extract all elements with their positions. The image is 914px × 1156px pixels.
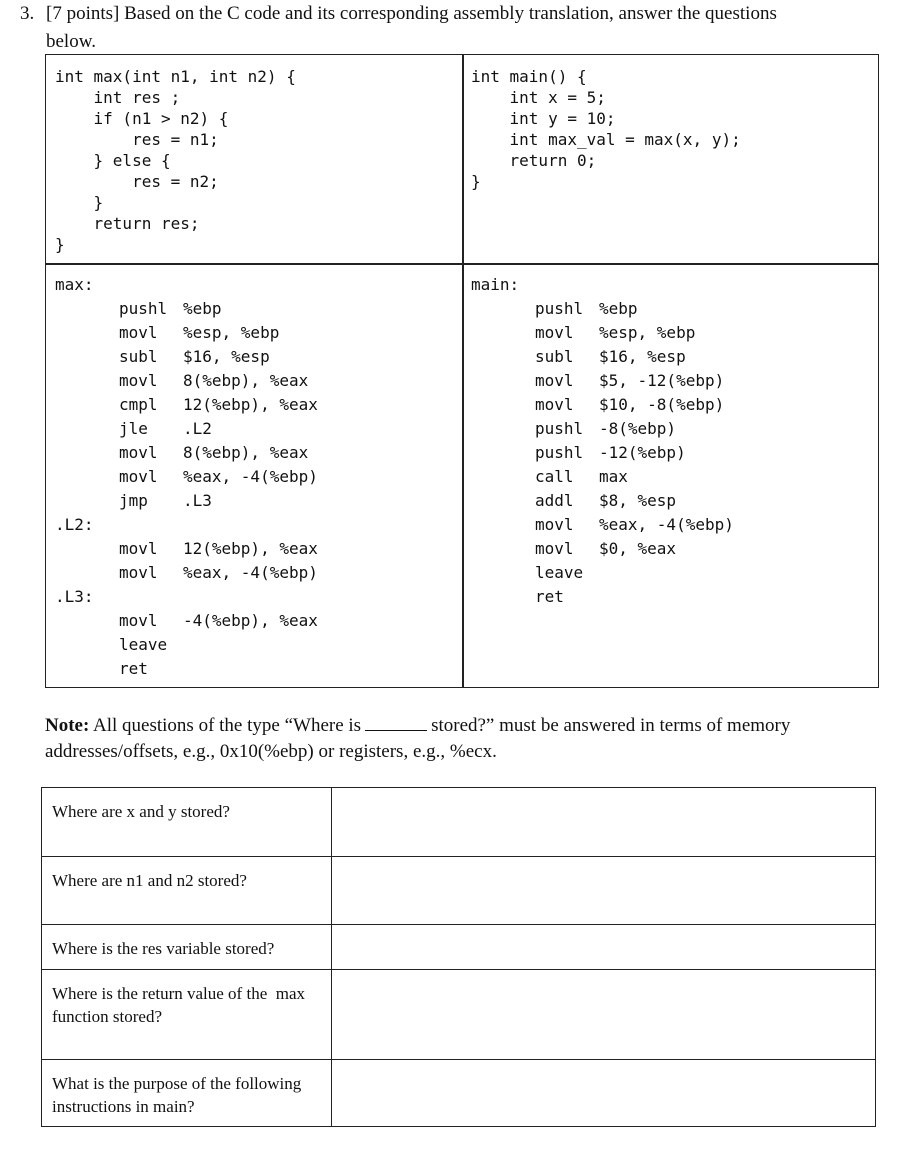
question-cell: Where are n1 and n2 stored? bbox=[42, 857, 332, 925]
asm-operands: 8(%ebp), %eax bbox=[183, 443, 309, 462]
asm-opcode: subl bbox=[535, 347, 574, 366]
asm-opcode: movl bbox=[119, 371, 158, 390]
asm-opcode: jle bbox=[119, 419, 148, 438]
asm-operands: %eax, -4(%ebp) bbox=[183, 467, 318, 486]
asm-operands: %ebp bbox=[183, 299, 222, 318]
question-cell: Where is the return value of the max function stored? bbox=[42, 970, 332, 1060]
asm-opcode: movl bbox=[119, 467, 158, 486]
asm-opcode: leave bbox=[535, 563, 584, 582]
asm-operands: 12(%ebp), %eax bbox=[183, 539, 318, 558]
code-grid bbox=[45, 54, 879, 688]
note-blank-line bbox=[365, 714, 427, 731]
asm-operands: $0, %eax bbox=[599, 539, 677, 558]
grid-horizontal-divider bbox=[46, 263, 878, 265]
asm-operands: %eax, -4(%ebp) bbox=[183, 563, 318, 582]
asm-opcode: pushl bbox=[535, 443, 584, 462]
asm-opcode: call bbox=[535, 467, 574, 486]
answer-cell[interactable] bbox=[331, 788, 875, 857]
asm-main-listing bbox=[471, 273, 871, 613]
asm-operands: $8, %esp bbox=[599, 491, 677, 510]
note-line-2: addresses/offsets, e.g., 0x10(%ebp) or registers, e.g., %ecx. bbox=[45, 741, 497, 762]
answer-cell[interactable] bbox=[331, 925, 875, 970]
asm-opcode: movl bbox=[535, 539, 574, 558]
asm-operands: $5, -12(%ebp) bbox=[599, 371, 725, 390]
answer-table bbox=[41, 787, 876, 1127]
question-cell: Where is the res variable stored? bbox=[42, 925, 332, 970]
note bbox=[45, 713, 885, 765]
c-code-main: int main() { int x = 5; int y = 10; int max_val = max(x, y); return 0; } bbox=[471, 67, 741, 191]
asm-opcode: cmpl bbox=[119, 395, 158, 414]
asm-opcode: ret bbox=[119, 659, 148, 678]
note-line-1 bbox=[45, 713, 885, 739]
asm-opcode: leave bbox=[119, 635, 168, 654]
asm-opcode: movl bbox=[535, 323, 574, 342]
asm-operands: .L3 bbox=[183, 491, 212, 510]
asm-opcode: movl bbox=[119, 611, 158, 630]
asm-operands: $16, %esp bbox=[183, 347, 270, 366]
asm-operands: max bbox=[599, 467, 628, 486]
asm-operands: %esp, %ebp bbox=[183, 323, 280, 342]
asm-opcode: movl bbox=[119, 323, 158, 342]
question-cell: Where are x and y stored? bbox=[42, 788, 332, 857]
asm-operands: %esp, %ebp bbox=[599, 323, 696, 342]
asm-operands: .L2 bbox=[183, 419, 212, 438]
asm-opcode: movl bbox=[535, 395, 574, 414]
answer-cell[interactable] bbox=[331, 857, 875, 925]
asm-opcode: pushl bbox=[535, 419, 584, 438]
asm-operands: -8(%ebp) bbox=[599, 419, 677, 438]
asm-label: .L2: bbox=[55, 515, 94, 534]
asm-operands: -4(%ebp), %eax bbox=[183, 611, 318, 630]
asm-operands: $16, %esp bbox=[599, 347, 686, 366]
table-row bbox=[42, 970, 876, 1060]
asm-opcode: movl bbox=[119, 563, 158, 582]
answer-cell[interactable] bbox=[331, 1060, 875, 1127]
asm-opcode: jmp bbox=[119, 491, 148, 510]
table-row bbox=[42, 925, 876, 970]
question-text: [7 points] Based on the C code and its corresponding assembly translation, answer the questions bbox=[46, 3, 777, 24]
asm-opcode: subl bbox=[119, 347, 158, 366]
question-line-1 bbox=[20, 0, 900, 28]
table-row bbox=[42, 1060, 876, 1127]
asm-opcode: movl bbox=[535, 371, 574, 390]
table-row bbox=[42, 857, 876, 925]
grid-vertical-divider bbox=[462, 55, 464, 687]
note-bold-label: Note: bbox=[45, 715, 90, 736]
asm-operands: $10, -8(%ebp) bbox=[599, 395, 725, 414]
asm-operands: -12(%ebp) bbox=[599, 443, 686, 462]
c-code-max: int max(int n1, int n2) { int res ; if (n1 > n2) { res = n1; } else { res = n2; } return res; } bbox=[55, 67, 296, 254]
asm-opcode: ret bbox=[535, 587, 564, 606]
asm-operands: 8(%ebp), %eax bbox=[183, 371, 309, 390]
asm-operands: 12(%ebp), %eax bbox=[183, 395, 318, 414]
asm-operands: %eax, -4(%ebp) bbox=[599, 515, 734, 534]
asm-label: main: bbox=[471, 275, 520, 294]
question-text-cont: below. bbox=[46, 31, 96, 52]
table-row bbox=[42, 788, 876, 857]
asm-opcode: pushl bbox=[535, 299, 584, 318]
note-text-part1: All questions of the type “Where is bbox=[93, 715, 362, 736]
note-text-part2: stored?” must be answered in terms of memory bbox=[431, 715, 791, 736]
asm-max-listing bbox=[55, 273, 455, 678]
asm-opcode: movl bbox=[119, 539, 158, 558]
asm-opcode: pushl bbox=[119, 299, 168, 318]
question-cell: What is the purpose of the following instructions in main? bbox=[42, 1060, 332, 1127]
asm-opcode: movl bbox=[119, 443, 158, 462]
asm-opcode: movl bbox=[535, 515, 574, 534]
asm-label: .L3: bbox=[55, 587, 94, 606]
asm-label: max: bbox=[55, 275, 94, 294]
answer-cell[interactable] bbox=[331, 970, 875, 1060]
asm-opcode: addl bbox=[535, 491, 574, 510]
question-header bbox=[20, 0, 900, 56]
question-number: 3. bbox=[20, 3, 35, 24]
asm-operands: %ebp bbox=[599, 299, 638, 318]
